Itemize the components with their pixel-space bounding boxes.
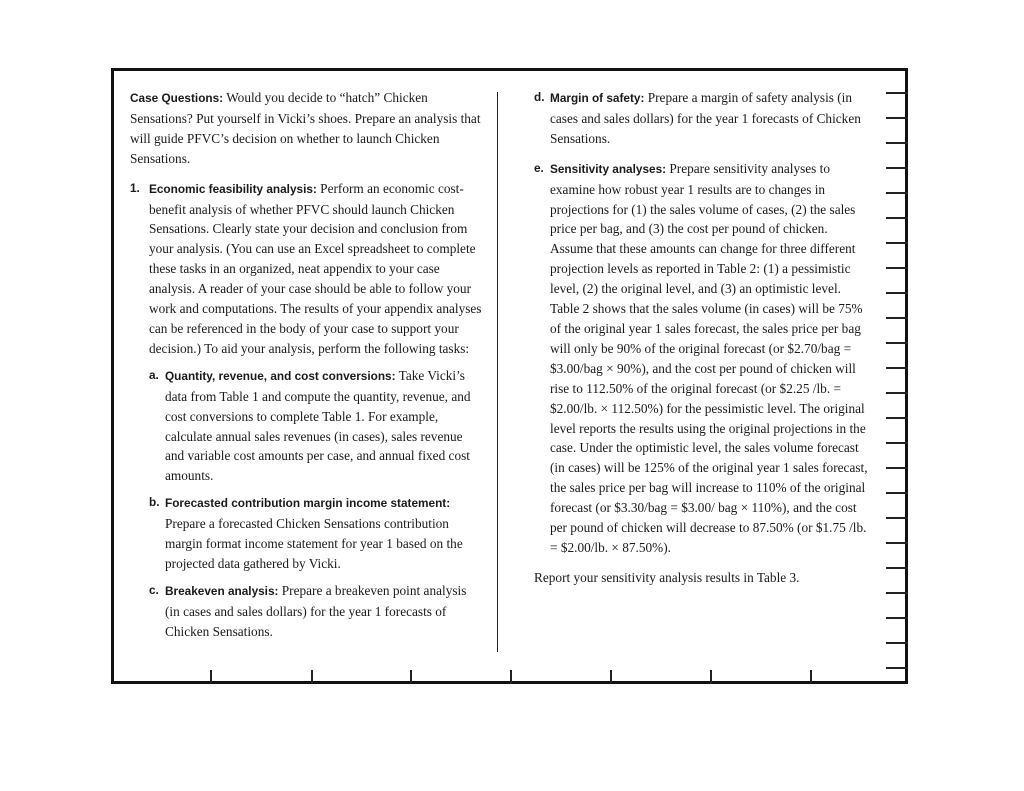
- column-divider: [497, 92, 498, 652]
- right-tick: [886, 442, 908, 444]
- report-instruction: Report your sensitivity analysis results in Table 3.: [534, 569, 800, 585]
- bottom-tick: [410, 670, 412, 684]
- right-tick: [886, 292, 908, 294]
- right-tick: [886, 342, 908, 344]
- right-tick: [886, 417, 908, 419]
- question-e: [534, 159, 872, 558]
- right-tick: [886, 642, 908, 644]
- question-a-text: Take Vicki’s data from Table 1 and compute the quantity, revenue, and cost conversions to complete Table 1. For example, calculate annual sales revenues (in cases), sales revenue and variable cost amounts per case, and annual fixed cost amounts.: [165, 367, 471, 484]
- bottom-tick: [710, 670, 712, 684]
- right-tick: [886, 492, 908, 494]
- question-letter: d.: [534, 90, 545, 104]
- right-tick: [886, 317, 908, 319]
- question-b-text: Prepare a forecasted Chicken Sensations contribution margin format income statement for year 1 based on the projected data gathered by Vicki.: [165, 516, 463, 571]
- question-e-heading: Sensitivity analyses:: [550, 161, 667, 176]
- right-tick: [886, 542, 908, 544]
- question-1: [130, 179, 482, 359]
- bottom-tick: [210, 670, 212, 684]
- right-tick: [886, 167, 908, 169]
- bottom-tick: [510, 670, 512, 684]
- question-c-heading: Breakeven analysis:: [165, 583, 279, 598]
- question-a-heading: Quantity, revenue, and cost conversions:: [165, 368, 396, 383]
- right-tick: [886, 392, 908, 394]
- question-e-text: Prepare sensitivity analyses to examine how robust year 1 results are to changes in projections for (1) the sales volume of cases, (2) the sales price per bag, and (3) the cost per pound of chicken. Assume that these amounts can change for three different projection levels as reported in Table 2: (1) a pessimistic level, (2) the original level, and (3) an optimistic level. Table 2 shows that the sales volume (in cases) will be 75% of the original year 1 sales forecast, the sales price per bag will only be 90% of the original forecast (or $2.70/bag = $3.00/bag × 90%), and the cost per pound of chicken will rise to 112.50% of the original forecast (or $2.25 /lb. = $2.00/lb. × 112.50%) for the pessimistic level. The original level reports the results using the original projections in the case. Under the optimistic level, the sales volume forecast (in cases) will be 125% of the original year 1 sales forecast, the sales price per bag will increase to 110% of the original forecast (or $3.30/bag = $3.00/ bag × 110%), and the cost per pound of chicken will decrease to 87.50% (or $1.75 /lb. = $2.00/lb. × 87.50%).: [550, 160, 868, 555]
- question-1-text: Perform an economic cost-benefit analysis of whether PFVC should launch Chicken Sensations. Clearly state your decision and conclusion from your analysis. (You can use an Excel spreadsheet to complete these tasks in an organized, neat appendix to your case analysis. A reader of your case should be able to follow your work and computations. The results of your appendix analyses can be referenced in the body of your case to support your decision.) To aid your analysis, perform the following tasks:: [149, 180, 482, 356]
- bottom-tick: [610, 670, 612, 684]
- question-letter: e.: [534, 160, 544, 175]
- question-d-text: Prepare a margin of safety analysis (in cases and sales dollars) for the year 1 forecasts of Chicken Sensations.: [550, 90, 861, 146]
- question-c: [149, 581, 482, 642]
- right-tick: [886, 567, 908, 569]
- question-d-heading: Margin of safety:: [550, 91, 645, 105]
- right-tick: [886, 367, 908, 369]
- intro-text: Would you decide to “hatch” Chicken Sensations? Put yourself in Vicki’s shoes. Prepare an analysis that will guide PFVC’s decision on whether to launch Chicken Sensations.: [130, 90, 481, 166]
- right-tick: [886, 467, 908, 469]
- right-tick: [886, 142, 908, 144]
- right-tick: [886, 267, 908, 269]
- right-tick: [886, 592, 908, 594]
- bottom-tick: [810, 670, 812, 684]
- question-letter: c.: [149, 582, 159, 597]
- question-b-heading: Forecasted contribution margin income statement:: [165, 496, 451, 511]
- right-tick: [886, 92, 908, 94]
- question-letter: a.: [149, 367, 159, 382]
- question-letter: b.: [149, 495, 160, 510]
- bottom-tick: [311, 670, 313, 684]
- question-b: [149, 493, 482, 574]
- right-tick: [886, 242, 908, 244]
- question-d: [534, 88, 872, 149]
- right-column: [534, 88, 872, 588]
- right-tick: [886, 617, 908, 619]
- right-tick: [886, 217, 908, 219]
- question-number: 1.: [130, 180, 140, 195]
- left-column: [130, 88, 482, 642]
- question-a: [149, 366, 482, 486]
- question-c-text: Prepare a breakeven point analysis (in cases and sales dollars) for the year 1 forecasts of Chicken Sensations.: [165, 582, 467, 639]
- intro-heading: Case Questions:: [130, 91, 224, 105]
- right-tick: [886, 517, 908, 519]
- right-tick: [886, 117, 908, 119]
- right-tick: [886, 667, 908, 669]
- right-tick: [886, 192, 908, 194]
- question-1-heading: Economic feasibility analysis:: [149, 181, 317, 196]
- case-questions-intro: [130, 88, 482, 169]
